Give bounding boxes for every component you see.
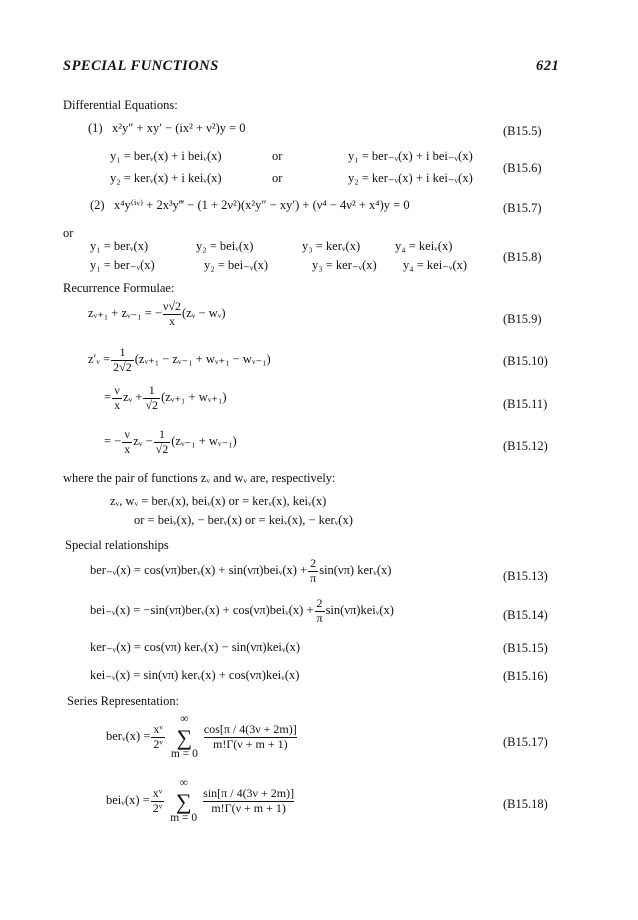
fraction-numerator: ν√2 [163,299,182,313]
fraction-numerator: sin[π / 4(3ν + 2m)] [203,785,295,800]
equation-label: (2) [90,198,105,212]
fraction [151,787,165,816]
fraction-numerator: 2 [316,596,323,610]
equation-b15-16: kei₋ᵥ(x) = sin(νπ) kerᵥ(x) + cos(νπ)keiᵥ(x) [90,668,300,682]
summation-lower: m = 0 [170,811,198,824]
fraction-denominator: 2ᵛ [153,736,163,751]
fraction-numerator: xᵛ [153,721,163,736]
equation-rhs: sin(νπ) kerᵥ(x) [319,563,392,578]
equals-sign: = [104,390,112,405]
equation-rhs: (zᵥ₊₁ + wᵥ₊₁) [161,390,227,405]
equation-b15-11 [104,384,227,413]
equation-text: y₃ = ker₋ᵥ(x) [312,258,377,272]
summation-sign: ∑ [176,724,193,750]
equation-lhs: ber₋ᵥ(x) = cos(νπ)berᵥ(x) + sin(νπ)beiᵥ(x) + [90,563,308,578]
fraction-numerator: cos[π / 4(3ν + 2m)] [203,721,297,736]
pair-line-1: zᵥ, wᵥ = berᵥ(x), beiᵥ(x) or = kerᵥ(x), keiᵥ(x) [110,494,327,508]
where-text: where the pair of functions zᵥ and wᵥ are, respectively: [63,471,336,485]
fraction [111,346,134,375]
equation-b15-7 [90,199,410,213]
section-recurrence-formulae: Recurrence Formulae: [63,281,175,295]
equation-text: y₄ = kei₋ᵥ(x) [403,258,468,272]
fraction [112,384,122,413]
equation-text: y₃ = kerᵥ(x) [302,239,361,253]
equation-rhs: (zᵥ₋₁ + wᵥ₋₁) [171,434,237,449]
fraction-numerator: 1 [148,383,155,397]
summation [171,714,198,760]
fraction-denominator: π [310,570,317,585]
fraction-denominator: m!Γ(ν + m + 1) [203,801,294,816]
fraction [203,787,294,816]
fraction-denominator: √2 [155,441,169,456]
fraction-denominator: m!Γ(ν + m + 1) [204,737,297,752]
equation-term: zᵥ − [133,434,153,449]
equation-rhs: sin(νπ)keiᵥ(x) [325,603,394,618]
equals-sign: = − [104,434,122,449]
fraction-denominator: x [163,314,181,329]
fraction [204,723,297,752]
equation-b15-5 [88,122,246,136]
equation-b15-17 [106,714,298,760]
fraction-denominator: 2ᵛ [152,800,163,815]
equation-number: (B15.5) [503,124,542,138]
fraction-numerator: 1 [158,427,165,441]
summation-lower: m = 0 [170,747,198,760]
equation-number: (B15.13) [503,569,548,583]
equation-body: x²y″ + xy′ − (ix² + ν²)y = 0 [111,121,246,135]
equation-lhs: berᵥ(x) = [106,728,151,743]
equation-number: (B15.18) [503,797,548,811]
fraction-denominator: x [114,397,121,412]
equation-label: (1) [88,121,103,135]
equation-text: y₁ = berᵥ(x) + i beiᵥ(x) [110,149,222,163]
equation-number: (B15.16) [503,669,548,683]
equation-b15-10 [88,346,271,375]
equation-number: (B15.17) [503,735,548,749]
equation-number: (B15.14) [503,608,548,622]
equation-b15-12 [104,428,237,457]
equation-b15-13 [90,557,391,586]
fraction-denominator: π [316,610,323,625]
fraction-denominator: 2√2 [113,359,132,374]
section-special-relationships: Special relationships [65,538,169,552]
equation-number: (B15.8) [503,250,542,264]
fraction [308,557,318,586]
fraction [154,428,171,457]
fraction-denominator: √2 [145,397,159,412]
equation-b15-18 [106,778,295,824]
equation-lhs: bei₋ᵥ(x) = −sin(νπ)berᵥ(x) + cos(νπ)beiᵥ(x) + [90,603,314,618]
equation-text: y₁ = berᵥ(x) [90,239,149,253]
equation-term: zᵥ + [123,390,143,405]
fraction-numerator: xᵛ [152,785,163,800]
equation-number: (B15.10) [503,354,548,368]
running-header: SPECIAL FUNCTIONS [63,58,219,74]
equation-number: (B15.7) [503,201,542,215]
pair-line-2: or = beiᵥ(x), − berᵥ(x) or = keiᵥ(x), − kerᵥ(x) [134,513,353,527]
fraction-numerator: ν [124,427,130,441]
equation-rhs: (zᵥ − wᵥ) [182,306,226,321]
equation-text: y₄ = keiᵥ(x) [395,239,453,253]
page-number: 621 [536,58,560,74]
equation-lhs: zᵥ₊₁ + zᵥ₋₁ = − [88,306,163,321]
equation-number: (B15.6) [503,161,542,175]
or-word: or [272,149,283,163]
equation-lhs: beiᵥ(x) = [106,792,150,807]
or-word: or [272,171,283,185]
equation-number: (B15.11) [503,397,548,411]
or-label: or [63,226,74,240]
fraction [151,723,165,752]
summation-upper: ∞ [179,777,188,789]
equation-lhs: z′ᵥ = [88,352,111,367]
equation-text: y₁ = ber₋ᵥ(x) [90,258,155,272]
equation-body: x⁴y⁽ⁱᵛ⁾ + 2x³y‴ − (1 + 2ν²)(x²y″ − xy′) + (ν⁴ − 4ν² + x⁴)y = 0 [113,198,410,212]
section-differential-equations: Differential Equations: [63,98,178,112]
fraction [315,597,325,626]
summation-upper: ∞ [180,713,189,725]
fraction-denominator: x [124,441,131,456]
equation-text: y₂ = ker₋ᵥ(x) + i kei₋ᵥ(x) [348,171,473,185]
equation-text: y₂ = kerᵥ(x) + i keiᵥ(x) [110,171,222,185]
equation-text: y₂ = bei₋ᵥ(x) [204,258,269,272]
fraction-numerator: 2 [310,556,317,570]
equation-b15-9 [88,300,226,329]
equation-text: y₁ = ber₋ᵥ(x) + i bei₋ᵥ(x) [348,149,473,163]
summation [170,778,197,824]
fraction [143,384,160,413]
equation-number: (B15.9) [503,312,542,326]
section-series-representation: Series Representation: [67,694,180,708]
equation-b15-15: ker₋ᵥ(x) = cos(νπ) kerᵥ(x) − sin(νπ)keiᵥ(x) [90,640,301,654]
equation-text: y₂ = beiᵥ(x) [196,239,254,253]
equation-rhs: (zᵥ₊₁ − zᵥ₋₁ + wᵥ₊₁ − wᵥ₋₁) [134,352,271,367]
fraction-numerator: 1 [119,345,126,359]
fraction [163,300,181,329]
fraction-numerator: ν [114,383,120,397]
equation-number: (B15.15) [503,641,548,655]
equation-b15-14 [90,597,394,626]
equation-number: (B15.12) [503,439,548,453]
fraction [122,428,132,457]
summation-sign: ∑ [175,788,192,814]
